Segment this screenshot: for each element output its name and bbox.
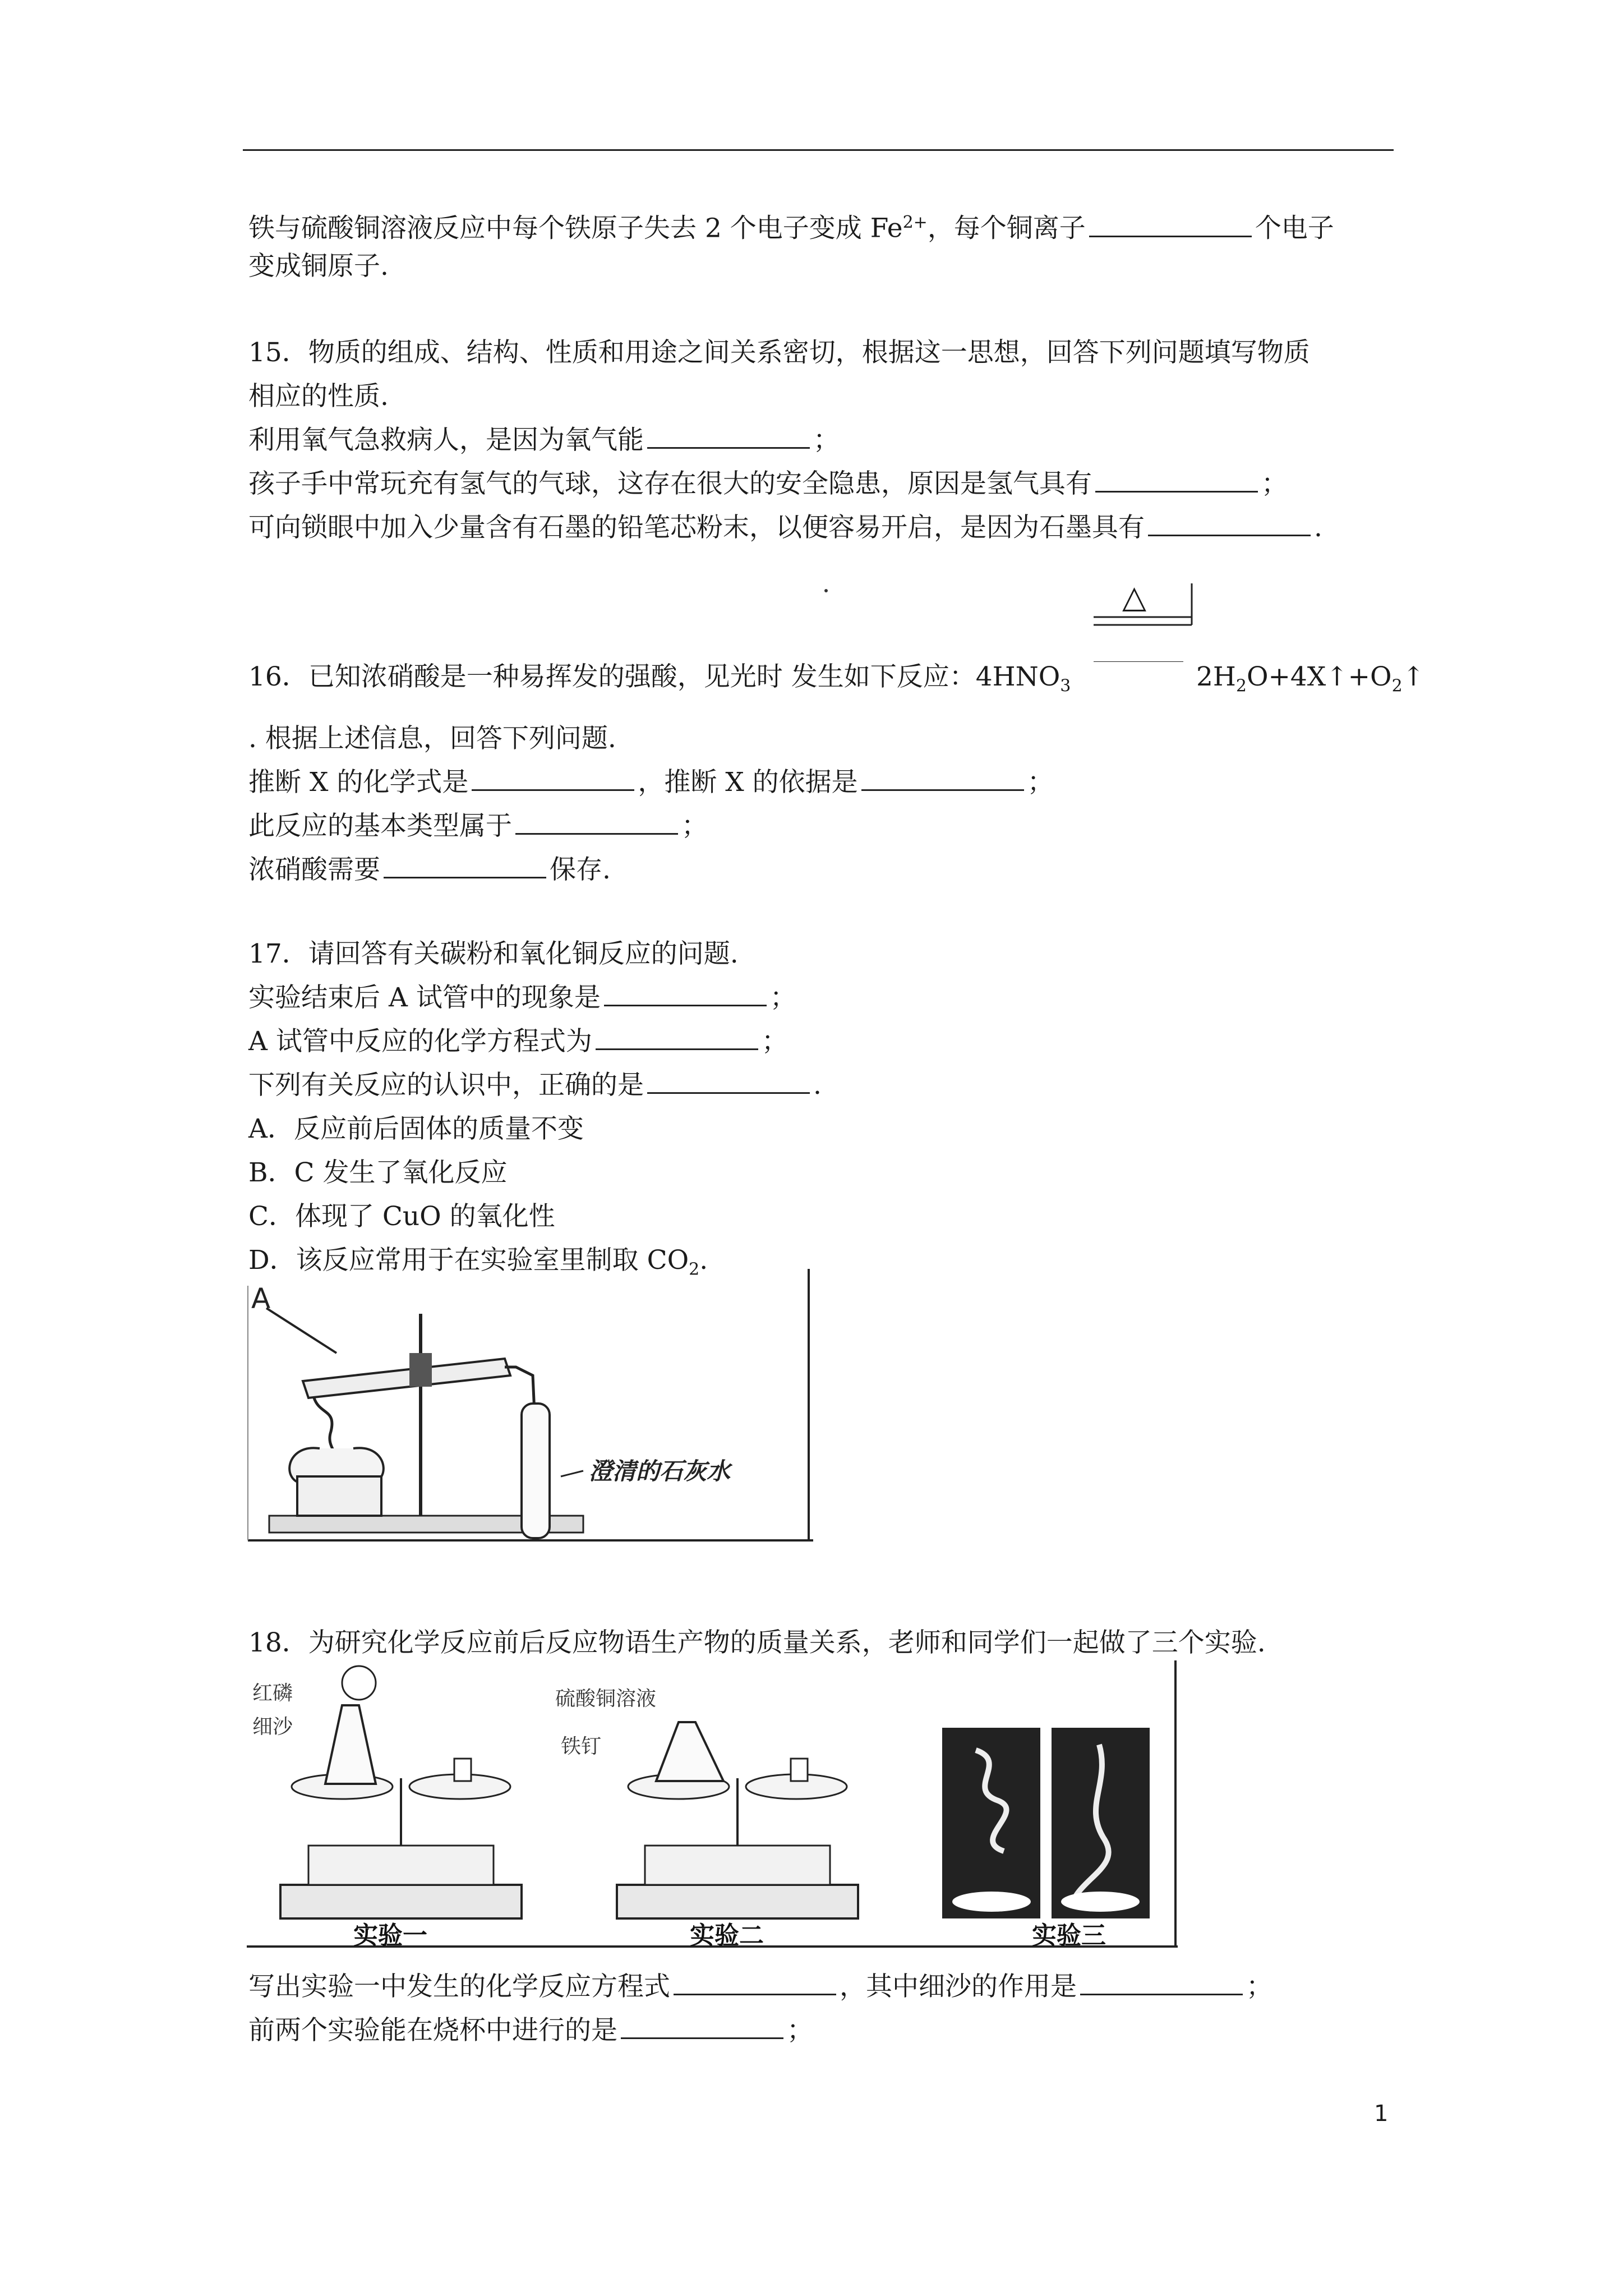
q17-option-a: A．反应前后固体的质量不变 <box>248 1114 584 1144</box>
mass-conservation-experiments-figure <box>247 1660 1183 1954</box>
q14-line1: 铁与硫酸铜溶液反应中每个铁原子失去 2 个电子变成 $Fe^{2+}$，每个铜离子 个电子 <box>248 201 1334 251</box>
q16-products: $2H_2O+4X↑+O_2↑$ <box>1196 661 1425 696</box>
q18-item1: 写出实验一中发生的化学反应方程式 ，其中细沙的作用是 ； <box>248 1965 1272 2009</box>
answer-blank[interactable] <box>604 977 767 1006</box>
reaction-condition: △ <box>1091 583 1203 664</box>
q14-line2: 变成铜原子. <box>248 251 389 282</box>
answer-blank[interactable] <box>621 2009 783 2039</box>
answer-blank[interactable] <box>384 849 546 878</box>
answer-blank[interactable] <box>515 805 678 835</box>
svg-text:实验三: 实验三 <box>1032 1921 1106 1950</box>
page-number: 1 <box>1374 2101 1389 2127</box>
q15-stem1: 15．物质的组成、结构、性质和用途之间关系密切，根据这一思想，回答下列问题填写物质 <box>248 337 1310 368</box>
q18-stem: 18．为研究化学反应前后反应物语生产物的质量关系，老师和同学们一起做了三个实验. <box>248 1627 1266 1658</box>
q15-item1: 利用氧气急救病人，是因为氧气能 ； <box>248 418 840 462</box>
svg-text:A: A <box>251 1282 271 1315</box>
q15-item2: 孩子手中常玩充有氢气的气球，这存在很大的安全隐患，原因是氢气具有 ； <box>248 462 1288 506</box>
q16-line2: . 根据上述信息，回答下列问题. <box>248 723 616 754</box>
svg-text:细沙: 细沙 <box>252 1715 293 1738</box>
svg-text:硫酸铜溶液: 硫酸铜溶液 <box>555 1687 657 1710</box>
q18-item2: 前两个实验能在烧杯中进行的是 ； <box>248 2009 813 2053</box>
q17-stem: 17．请回答有关碳粉和氧化铜反应的问题. <box>248 938 739 969</box>
answer-blank[interactable] <box>472 761 634 791</box>
answer-blank[interactable] <box>1080 1966 1243 1995</box>
answer-blank[interactable] <box>1148 507 1311 536</box>
q16-stem: 16．已知浓硝酸是一种易挥发的强酸，见光时 发生如下反应：$4HNO_3$ <box>248 661 1071 696</box>
q16-item2: 此反应的基本类型属于 ； <box>248 804 708 848</box>
q17-item2: A 试管中反应的化学方程式为 ； <box>248 1020 788 1064</box>
svg-text:实验二: 实验二 <box>690 1921 764 1950</box>
q17-item3: 下列有关反应的认识中，正确的是 . <box>248 1064 822 1107</box>
q16-item1: 推断 X 的化学式是 ，推断 X 的依据是 ； <box>248 761 1054 804</box>
answer-blank[interactable] <box>647 1064 810 1094</box>
answer-blank[interactable] <box>674 1966 836 1995</box>
carbon-cuo-apparatus-figure <box>247 1269 819 1552</box>
answer-blank[interactable] <box>861 761 1024 791</box>
q15-item3: 可向锁眼中加入少量含有石墨的铅笔芯粉末，以便容易开启，是因为石墨具有 . <box>248 506 1322 550</box>
svg-text:实验一: 实验一 <box>353 1921 427 1950</box>
q17-option-b: B．C 发生了氧化反应 <box>248 1157 508 1188</box>
q17-option-c: C．体现了 CuO 的氧化性 <box>248 1201 555 1232</box>
heat-condition-icon <box>1091 583 1203 662</box>
answer-blank[interactable] <box>1095 463 1258 493</box>
stray-mark <box>823 585 829 596</box>
answer-blank[interactable] <box>596 1020 758 1050</box>
q17-option-d: D．该反应常用于在实验室里制取 $CO_2$. <box>248 1245 708 1280</box>
svg-text:澄清的石灰水: 澄清的石灰水 <box>589 1457 731 1485</box>
svg-text:铁钉: 铁钉 <box>561 1735 602 1758</box>
header-rule <box>243 149 1394 151</box>
q16-item3: 浓硝酸需要 保存. <box>248 848 611 892</box>
q17-item1: 实验结束后 A 试管中的现象是 ； <box>248 976 796 1020</box>
q15-stem2: 相应的性质. <box>248 381 389 412</box>
svg-text:红磷: 红磷 <box>252 1682 293 1705</box>
answer-blank[interactable] <box>1089 208 1252 237</box>
answer-blank[interactable] <box>647 419 810 449</box>
